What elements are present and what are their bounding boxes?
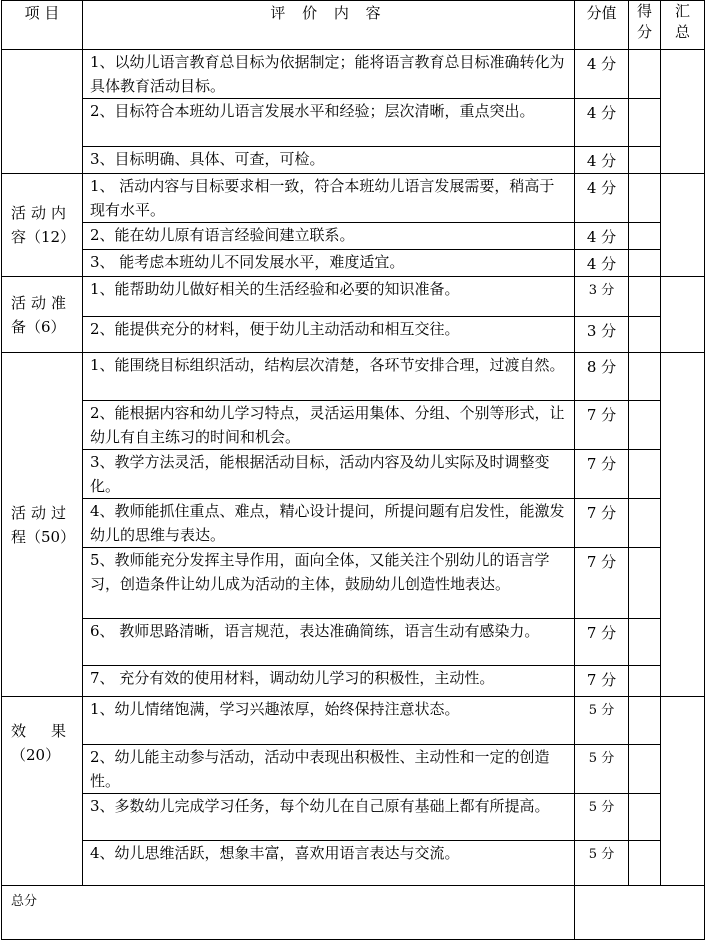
- table-row: [2, 50, 705, 99]
- score-cell[interactable]: [629, 745, 661, 794]
- criterion-text: 2、能根据内容和幼儿学习特点，灵活运用集体、分组、个别等形式，让幼儿有自主练习的时间和机会。: [83, 401, 575, 450]
- score-cell[interactable]: [629, 697, 661, 745]
- table-row: [2, 450, 705, 499]
- total-row: [2, 886, 705, 940]
- header-sum-line2: 总: [674, 23, 690, 41]
- criterion-points: 8 分: [575, 353, 629, 401]
- criterion-text: 6、 教师思路清晰，语言规范，表达准确简练，语言生动有感染力。: [83, 619, 575, 666]
- criterion-text: 4、幼儿思维活跃，想象丰富，喜欢用语言表达与交流。: [83, 841, 575, 886]
- category-cell-effect: [2, 697, 83, 886]
- category-cell-content: [2, 174, 83, 277]
- header-score: [629, 1, 661, 50]
- table-row: [2, 99, 705, 147]
- criterion-points: 7 分: [575, 619, 629, 666]
- score-cell[interactable]: [629, 499, 661, 548]
- sum-cell[interactable]: [661, 50, 705, 174]
- category-label: 活动过: [11, 503, 72, 522]
- criterion-text: 3、 能考虑本班幼儿不同发展水平，难度适宜。: [83, 250, 575, 277]
- total-label: 总分: [2, 886, 575, 940]
- category-label: 活动内: [11, 204, 72, 222]
- score-cell[interactable]: [629, 147, 661, 174]
- header-sum-line1: 汇: [674, 2, 690, 20]
- score-cell[interactable]: [629, 277, 661, 317]
- header-points: 分值: [575, 1, 629, 50]
- table-row: [2, 223, 705, 250]
- category-weight: 程（50）: [11, 527, 76, 546]
- criterion-points: 4 分: [575, 99, 629, 147]
- table-row: [2, 174, 705, 223]
- table-row: [2, 499, 705, 548]
- criterion-text: 5、教师能充分发挥主导作用，面向全体，又能关注个别幼儿的语言学习，创造条件让幼儿成为活动的主体，鼓励幼儿创造性地表达。: [83, 548, 575, 619]
- criterion-points: 5 分: [575, 745, 629, 794]
- header-score-line2: 分: [636, 23, 652, 41]
- category-weight: 备（6）: [11, 317, 66, 336]
- sum-cell[interactable]: [661, 174, 705, 277]
- criterion-points: 5 分: [575, 697, 629, 745]
- score-cell[interactable]: [629, 353, 661, 401]
- table-row: [2, 548, 705, 619]
- category-cell-process: [2, 353, 83, 697]
- criterion-points: 4 分: [575, 147, 629, 174]
- score-cell[interactable]: [629, 317, 661, 353]
- category-weight: 容（12）: [11, 228, 76, 246]
- criterion-points: 4 分: [575, 174, 629, 223]
- sum-cell[interactable]: [661, 697, 705, 886]
- criterion-text: 1、幼儿情绪饱满，学习兴趣浓厚，始终保持注意状态。: [83, 697, 575, 745]
- criterion-points: 7 分: [575, 499, 629, 548]
- criterion-text: 2、能在幼儿原有语言经验间建立联系。: [83, 223, 575, 250]
- criterion-text: 2、幼儿能主动参与活动，活动中表现出积极性、主动性和一定的创造性。: [83, 745, 575, 794]
- table-row: [2, 277, 705, 317]
- criterion-points: 7 分: [575, 548, 629, 619]
- criterion-text: 1、 活动内容与目标要求相一致，符合本班幼儿语言发展需要，稍高于现有水平。: [83, 174, 575, 223]
- criterion-text: 2、能提供充分的材料，便于幼儿主动活动和相互交往。: [83, 317, 575, 353]
- criterion-points: 4 分: [575, 250, 629, 277]
- score-cell[interactable]: [629, 174, 661, 223]
- total-score-cell[interactable]: [575, 886, 705, 940]
- criterion-points: 5 分: [575, 794, 629, 841]
- category-label: 效 果: [11, 722, 72, 740]
- criterion-text: 3、多数幼儿完成学习任务，每个幼儿在自己原有基础上都有所提高。: [83, 794, 575, 841]
- category-cell-preparation: [2, 277, 83, 353]
- criterion-points: 3 分: [575, 317, 629, 353]
- table-row: [2, 147, 705, 174]
- category-label: 活动准: [11, 293, 72, 312]
- criterion-text: 3、目标明确、具体、可查，可检。: [83, 147, 575, 174]
- category-weight: （20）: [11, 746, 61, 764]
- table-row: [2, 794, 705, 841]
- header-item: 项 目: [2, 1, 83, 50]
- table-row: [2, 745, 705, 794]
- criterion-points: 7 分: [575, 401, 629, 450]
- sum-cell[interactable]: [661, 277, 705, 353]
- table-row: [2, 250, 705, 277]
- score-cell[interactable]: [629, 450, 661, 499]
- score-cell[interactable]: [629, 666, 661, 697]
- table-row: [2, 666, 705, 697]
- table-row: [2, 353, 705, 401]
- criterion-text: 1、以幼儿语言教育总目标为依据制定；能将语言教育总目标准确转化为具体教育活动目标。: [83, 50, 575, 99]
- score-cell[interactable]: [629, 250, 661, 277]
- table-row: [2, 401, 705, 450]
- table-row: [2, 619, 705, 666]
- criterion-points: 4 分: [575, 223, 629, 250]
- score-cell[interactable]: [629, 223, 661, 250]
- criterion-text: 7、 充分有效的使用材料，调动幼儿学习的积极性，主动性。: [83, 666, 575, 697]
- score-cell[interactable]: [629, 50, 661, 99]
- criterion-points: 3 分: [575, 277, 629, 317]
- table-row: [2, 841, 705, 886]
- sum-cell[interactable]: [661, 353, 705, 697]
- table-row: [2, 317, 705, 353]
- score-cell[interactable]: [629, 99, 661, 147]
- evaluation-table: [1, 0, 705, 940]
- score-cell[interactable]: [629, 548, 661, 619]
- header-row: [2, 1, 705, 50]
- criterion-text: 2、目标符合本班幼儿语言发展水平和经验；层次清晰，重点突出。: [83, 99, 575, 147]
- criterion-points: 7 分: [575, 666, 629, 697]
- table-row: [2, 697, 705, 745]
- criterion-text: 3、教学方法灵活，能根据活动目标，活动内容及幼儿实际及时调整变化。: [83, 450, 575, 499]
- criterion-text: 1、能帮助幼儿做好相关的生活经验和必要的知识准备。: [83, 277, 575, 317]
- score-cell[interactable]: [629, 401, 661, 450]
- criterion-points: 5 分: [575, 841, 629, 886]
- criterion-text: 4、教师能抓住重点、难点，精心设计提问，所提问题有启发性，能激发幼儿的思维与表达。: [83, 499, 575, 548]
- criterion-points: 4 分: [575, 50, 629, 99]
- criterion-points: 7 分: [575, 450, 629, 499]
- header-sum: [661, 1, 705, 50]
- score-cell[interactable]: [629, 619, 661, 666]
- category-cell-goals: [2, 50, 83, 174]
- header-content: 评 价 内 容: [83, 1, 575, 50]
- header-score-line1: 得: [636, 2, 652, 20]
- criterion-text: 1、能围绕目标组织活动，结构层次清楚，各环节安排合理，过渡自然。: [83, 353, 575, 401]
- score-cell[interactable]: [629, 794, 661, 841]
- score-cell[interactable]: [629, 841, 661, 886]
